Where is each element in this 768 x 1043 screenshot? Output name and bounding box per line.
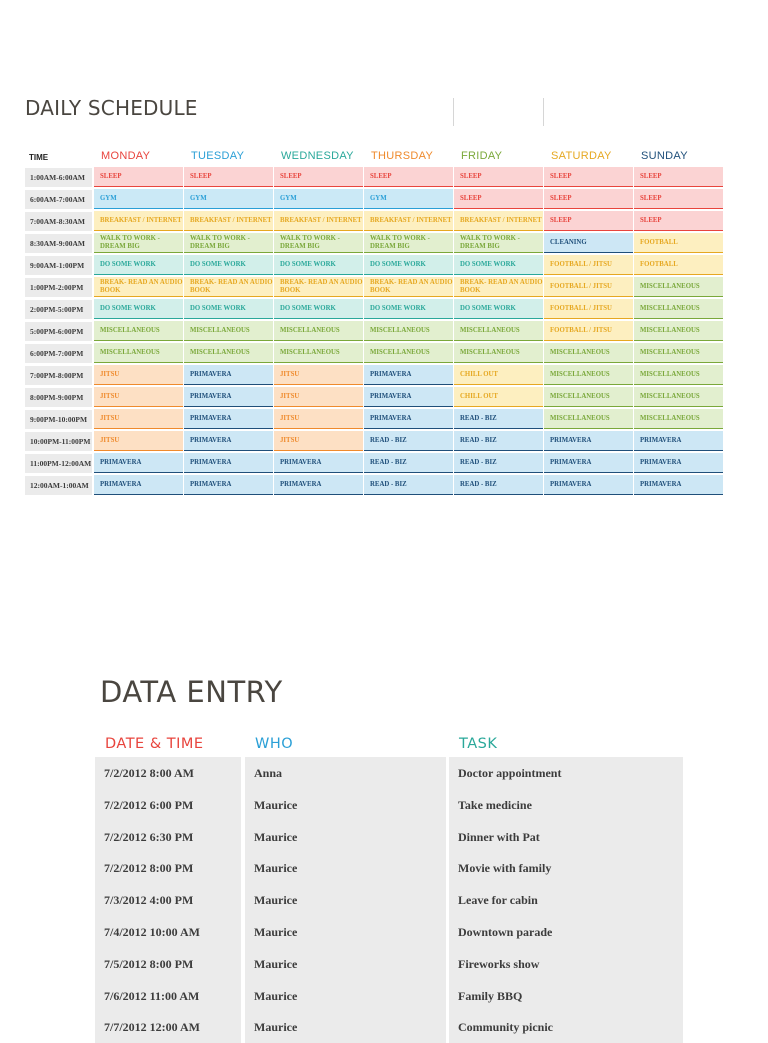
schedule-cell-label: JITSU xyxy=(100,436,120,444)
schedule-cell-label: SLEEP xyxy=(190,172,212,180)
schedule-cell[interactable] xyxy=(544,299,633,319)
schedule-cell-label: SLEEP xyxy=(550,172,572,180)
day-header: SATURDAY xyxy=(551,150,612,162)
schedule-cell[interactable] xyxy=(634,255,723,275)
schedule-cell[interactable] xyxy=(274,167,363,187)
schedule-cell-label: JITSU xyxy=(280,414,300,422)
schedule-cell[interactable] xyxy=(274,453,363,473)
schedule-cell-label: PRIMAVERA xyxy=(370,370,412,378)
time-slot: 8:30AM-9:00AM xyxy=(25,234,92,253)
schedule-cell-label: MISCELLANEOUS xyxy=(370,348,430,356)
schedule-cell[interactable] xyxy=(364,167,453,187)
data-entry-cell[interactable]: 7/2/2012 8:00 AM xyxy=(95,757,241,789)
schedule-cell[interactable] xyxy=(274,233,363,253)
data-entry-cell[interactable]: Dinner with Pat xyxy=(449,821,683,853)
schedule-cell-label: DO SOME WORK xyxy=(280,260,336,268)
data-entry-cell[interactable]: Fireworks show xyxy=(449,948,683,980)
schedule-cell[interactable] xyxy=(634,409,723,429)
schedule-cell[interactable] xyxy=(634,189,723,209)
schedule-cell[interactable] xyxy=(184,453,273,473)
schedule-cell[interactable] xyxy=(184,343,273,363)
day-header: WEDNESDAY xyxy=(281,150,354,162)
schedule-cell-label: SLEEP xyxy=(550,216,572,224)
day-header: TUESDAY xyxy=(191,150,245,162)
schedule-cell[interactable] xyxy=(364,409,453,429)
schedule-cell[interactable] xyxy=(94,475,183,495)
data-entry-cell[interactable]: 7/2/2012 8:00 PM xyxy=(95,852,241,884)
data-entry-title: DATA ENTRY xyxy=(100,675,283,709)
schedule-cell-label: BREAKFAST / INTERNET xyxy=(100,216,182,224)
schedule-cell-label: MISCELLANEOUS xyxy=(640,414,700,422)
schedule-cell[interactable] xyxy=(94,299,183,319)
schedule-cell[interactable] xyxy=(184,211,273,231)
schedule-cell[interactable] xyxy=(544,211,633,231)
schedule-cell-label: SLEEP xyxy=(640,194,662,202)
schedule-cell-label: PRIMAVERA xyxy=(370,414,412,422)
schedule-cell[interactable] xyxy=(184,409,273,429)
schedule-cell-label: SLEEP xyxy=(460,172,482,180)
schedule-cell[interactable] xyxy=(364,387,453,407)
schedule-cell[interactable] xyxy=(454,409,543,429)
schedule-cell-label: JITSU xyxy=(280,436,300,444)
schedule-cell-label: PRIMAVERA xyxy=(100,458,142,466)
schedule-cell[interactable] xyxy=(454,211,543,231)
time-slot: 7:00AM-8:30AM xyxy=(25,212,92,231)
schedule-cell-label: CHILL OUT xyxy=(460,370,498,378)
schedule-cell-label: MISCELLANEOUS xyxy=(550,370,610,378)
day-header: SUNDAY xyxy=(641,150,688,162)
schedule-cell[interactable] xyxy=(184,189,273,209)
time-slot: 7:00PM-8:00PM xyxy=(25,366,92,385)
schedule-cell[interactable] xyxy=(364,321,453,341)
schedule-cell[interactable] xyxy=(94,409,183,429)
schedule-cell[interactable] xyxy=(364,475,453,495)
schedule-cell-label: READ - BIZ xyxy=(460,480,497,488)
time-slot: 12:00AM-1:00AM xyxy=(25,476,92,495)
schedule-cell-label: READ - BIZ xyxy=(460,414,497,422)
schedule-cell[interactable] xyxy=(364,299,453,319)
schedule-cell-label: MISCELLANEOUS xyxy=(640,392,700,400)
schedule-cell-label: SLEEP xyxy=(640,216,662,224)
schedule-cell-label: BREAKFAST / INTERNET xyxy=(280,216,362,224)
data-entry-cell[interactable]: Family BBQ xyxy=(449,980,683,1012)
schedule-cell-label: READ - BIZ xyxy=(370,436,407,444)
schedule-cell[interactable] xyxy=(454,277,543,297)
schedule-cell[interactable] xyxy=(454,453,543,473)
schedule-cell[interactable] xyxy=(274,409,363,429)
schedule-cell[interactable] xyxy=(544,321,633,341)
schedule-cell[interactable] xyxy=(274,431,363,451)
schedule-cell[interactable] xyxy=(274,343,363,363)
schedule-cell-label: BREAKFAST / INTERNET xyxy=(460,216,542,224)
schedule-cell[interactable] xyxy=(634,299,723,319)
schedule-cell-label: JITSU xyxy=(100,392,120,400)
time-slot: 11:00PM-12:00AM xyxy=(25,454,92,473)
schedule-cell[interactable] xyxy=(184,255,273,275)
schedule-cell-label: MISCELLANEOUS xyxy=(190,348,250,356)
schedule-cell[interactable] xyxy=(274,321,363,341)
schedule-cell[interactable] xyxy=(274,475,363,495)
schedule-cell[interactable] xyxy=(634,343,723,363)
schedule-cell[interactable] xyxy=(454,321,543,341)
data-entry-cell[interactable]: 7/5/2012 8:00 PM xyxy=(95,948,241,980)
schedule-cell-label: DO SOME WORK xyxy=(460,304,516,312)
schedule-cell[interactable] xyxy=(274,365,363,385)
schedule-cell-label: DO SOME WORK xyxy=(100,260,156,268)
schedule-cell-label: PRIMAVERA xyxy=(190,480,232,488)
schedule-cell[interactable] xyxy=(184,475,273,495)
schedule-cell[interactable] xyxy=(94,189,183,209)
data-entry-cell[interactable]: Doctor appointment xyxy=(449,757,683,789)
schedule-cell-label: SLEEP xyxy=(100,172,122,180)
schedule-cell-label: JITSU xyxy=(100,414,120,422)
schedule-cell-label: GYM xyxy=(190,194,207,202)
schedule-cell[interactable] xyxy=(634,431,723,451)
schedule-cell-label: PRIMAVERA xyxy=(640,458,682,466)
schedule-cell-label: FOOTBALL xyxy=(640,238,678,246)
schedule-cell-label: WALK TO WORK - DREAM BIG xyxy=(100,234,160,250)
schedule-cell[interactable] xyxy=(454,255,543,275)
schedule-cell[interactable] xyxy=(184,233,273,253)
schedule-cell[interactable] xyxy=(94,233,183,253)
schedule-cell[interactable] xyxy=(634,277,723,297)
schedule-cell-label: WALK TO WORK - DREAM BIG xyxy=(460,234,520,250)
data-entry-cell[interactable]: 7/4/2012 10:00 AM xyxy=(95,916,241,948)
schedule-cell-label: SLEEP xyxy=(280,172,302,180)
data-entry-header: WHO xyxy=(255,736,294,752)
schedule-cell-label: MISCELLANEOUS xyxy=(640,304,700,312)
schedule-cell[interactable] xyxy=(544,431,633,451)
schedule-cell[interactable] xyxy=(364,189,453,209)
schedule-cell-label: BREAKFAST / INTERNET xyxy=(370,216,452,224)
schedule-cell-label: BREAK- READ AN AUDIO BOOK xyxy=(280,278,363,294)
schedule-cell-label: WALK TO WORK - DREAM BIG xyxy=(370,234,430,250)
schedule-cell-label: PRIMAVERA xyxy=(280,458,322,466)
time-slot: 2:00PM-5:00PM xyxy=(25,300,92,319)
schedule-cell-label: PRIMAVERA xyxy=(640,480,682,488)
schedule-cell[interactable] xyxy=(544,475,633,495)
schedule-cell-label: MISCELLANEOUS xyxy=(280,326,340,334)
title-divider xyxy=(453,98,454,126)
schedule-cell-label: JITSU xyxy=(280,370,300,378)
schedule-cell[interactable] xyxy=(364,211,453,231)
schedule-cell-label: MISCELLANEOUS xyxy=(280,348,340,356)
schedule-cell[interactable] xyxy=(544,277,633,297)
time-header: TIME xyxy=(29,153,49,162)
data-entry-cell[interactable]: 7/6/2012 11:00 AM xyxy=(95,980,241,1012)
schedule-cell[interactable] xyxy=(184,321,273,341)
schedule-cell-label: READ - BIZ xyxy=(370,480,407,488)
data-entry-header: DATE & TIME xyxy=(105,736,204,752)
schedule-cell-label: READ - BIZ xyxy=(460,458,497,466)
schedule-cell[interactable] xyxy=(454,431,543,451)
data-entry-cell[interactable]: Leave for cabin xyxy=(449,884,683,916)
data-entry-cell[interactable]: Downtown parade xyxy=(449,916,683,948)
data-entry-cell[interactable]: Community picnic xyxy=(449,1011,683,1043)
schedule-title: DAILY SCHEDULE xyxy=(25,96,198,120)
schedule-cell-label: BREAK- READ AN AUDIO BOOK xyxy=(460,278,543,294)
schedule-cell[interactable] xyxy=(364,365,453,385)
time-slot: 9:00PM-10:00PM xyxy=(25,410,92,429)
time-slot: 9:00AM-1:00PM xyxy=(25,256,92,275)
schedule-cell[interactable] xyxy=(544,255,633,275)
schedule-cell-label: DO SOME WORK xyxy=(190,260,246,268)
time-slot: 8:00PM-9:00PM xyxy=(25,388,92,407)
schedule-cell[interactable] xyxy=(274,277,363,297)
schedule-cell-label: FOOTBALL / JITSU xyxy=(550,304,612,312)
data-entry-cell[interactable]: Maurice xyxy=(245,884,446,916)
time-slot: 6:00AM-7:00AM xyxy=(25,190,92,209)
schedule-cell[interactable] xyxy=(544,233,633,253)
schedule-cell[interactable] xyxy=(94,343,183,363)
schedule-cell-label: DO SOME WORK xyxy=(460,260,516,268)
schedule-cell[interactable] xyxy=(184,365,273,385)
schedule-cell[interactable] xyxy=(184,387,273,407)
schedule-cell-label: DO SOME WORK xyxy=(280,304,336,312)
schedule-cell-label: WALK TO WORK - DREAM BIG xyxy=(280,234,340,250)
schedule-cell[interactable] xyxy=(454,189,543,209)
schedule-cell[interactable] xyxy=(94,255,183,275)
schedule-cell[interactable] xyxy=(454,167,543,187)
schedule-cell[interactable] xyxy=(274,189,363,209)
schedule-cell-label: GYM xyxy=(100,194,117,202)
schedule-cell-label: MISCELLANEOUS xyxy=(370,326,430,334)
title-divider xyxy=(543,98,544,126)
schedule-cell[interactable] xyxy=(634,233,723,253)
data-entry-cell[interactable]: Maurice xyxy=(245,980,446,1012)
schedule-cell[interactable] xyxy=(364,343,453,363)
schedule-cell-label: PRIMAVERA xyxy=(190,458,232,466)
schedule-cell-label: MISCELLANEOUS xyxy=(550,392,610,400)
day-header: MONDAY xyxy=(101,150,151,162)
schedule-cell-label: PRIMAVERA xyxy=(190,392,232,400)
schedule-cell-label: PRIMAVERA xyxy=(280,480,322,488)
schedule-cell[interactable] xyxy=(634,387,723,407)
schedule-cell-label: MISCELLANEOUS xyxy=(550,348,610,356)
schedule-cell[interactable] xyxy=(454,299,543,319)
schedule-cell[interactable] xyxy=(454,387,543,407)
schedule-cell-label: DO SOME WORK xyxy=(370,260,426,268)
schedule-cell[interactable] xyxy=(94,167,183,187)
schedule-cell[interactable] xyxy=(634,475,723,495)
day-header: THURSDAY xyxy=(371,150,434,162)
schedule-cell[interactable] xyxy=(634,211,723,231)
schedule-cell-label: PRIMAVERA xyxy=(370,392,412,400)
time-slot: 1:00PM-2:00PM xyxy=(25,278,92,297)
schedule-cell[interactable] xyxy=(364,431,453,451)
schedule-cell[interactable] xyxy=(94,453,183,473)
time-slot: 6:00PM-7:00PM xyxy=(25,344,92,363)
data-entry-header: TASK xyxy=(459,736,498,752)
schedule-cell-label: CLEANING xyxy=(550,238,587,246)
schedule-cell-label: FOOTBALL / JITSU xyxy=(550,326,612,334)
schedule-cell-label: PRIMAVERA xyxy=(550,458,592,466)
schedule-cell-label: MISCELLANEOUS xyxy=(460,348,520,356)
schedule-cell[interactable] xyxy=(544,365,633,385)
schedule-cell-label: GYM xyxy=(280,194,297,202)
schedule-cell[interactable] xyxy=(454,343,543,363)
schedule-cell-label: MISCELLANEOUS xyxy=(190,326,250,334)
schedule-cell[interactable] xyxy=(184,167,273,187)
schedule-cell-label: BREAK- READ AN AUDIO BOOK xyxy=(190,278,273,294)
schedule-cell-label: FOOTBALL / JITSU xyxy=(550,260,612,268)
schedule-cell[interactable] xyxy=(94,387,183,407)
time-slot: 5:00PM-6:00PM xyxy=(25,322,92,341)
schedule-cell[interactable] xyxy=(364,453,453,473)
data-entry-cell[interactable]: Maurice xyxy=(245,789,446,821)
data-entry-cell[interactable]: Maurice xyxy=(245,821,446,853)
schedule-cell-label: SLEEP xyxy=(460,194,482,202)
schedule-cell-label: MISCELLANEOUS xyxy=(640,348,700,356)
schedule-cell-label: READ - BIZ xyxy=(460,436,497,444)
data-entry-cell[interactable]: 7/2/2012 6:00 PM xyxy=(95,789,241,821)
schedule-cell[interactable] xyxy=(454,233,543,253)
schedule-cell-label: MISCELLANEOUS xyxy=(460,326,520,334)
schedule-cell[interactable] xyxy=(544,167,633,187)
schedule-cell[interactable] xyxy=(454,365,543,385)
schedule-cell-label: MISCELLANEOUS xyxy=(640,370,700,378)
schedule-cell-label: MISCELLANEOUS xyxy=(550,414,610,422)
schedule-cell[interactable] xyxy=(94,365,183,385)
schedule-cell-label: READ - BIZ xyxy=(370,458,407,466)
schedule-cell[interactable] xyxy=(94,321,183,341)
data-entry-cell[interactable]: Take medicine xyxy=(449,789,683,821)
schedule-cell[interactable] xyxy=(634,321,723,341)
schedule-cell[interactable] xyxy=(544,343,633,363)
schedule-cell-label: MISCELLANEOUS xyxy=(100,348,160,356)
data-entry-cell[interactable]: Maurice xyxy=(245,1011,446,1043)
schedule-cell-label: BREAKFAST / INTERNET xyxy=(190,216,272,224)
schedule-cell-label: BREAK- READ AN AUDIO BOOK xyxy=(100,278,183,294)
schedule-cell[interactable] xyxy=(544,387,633,407)
schedule-cell-label: WALK TO WORK - DREAM BIG xyxy=(190,234,250,250)
schedule-cell-label: FOOTBALL / JITSU xyxy=(550,282,612,290)
schedule-cell[interactable] xyxy=(544,409,633,429)
schedule-cell[interactable] xyxy=(274,387,363,407)
schedule-cell-label: SLEEP xyxy=(370,172,392,180)
schedule-cell[interactable] xyxy=(274,299,363,319)
schedule-cell[interactable] xyxy=(184,431,273,451)
schedule-cell[interactable] xyxy=(184,277,273,297)
schedule-cell[interactable] xyxy=(634,453,723,473)
schedule-cell[interactable] xyxy=(454,475,543,495)
schedule-cell[interactable] xyxy=(634,365,723,385)
schedule-cell-label: SLEEP xyxy=(550,194,572,202)
schedule-cell[interactable] xyxy=(274,211,363,231)
time-slot: 1:00AM-6:00AM xyxy=(25,168,92,187)
data-entry-cell[interactable]: 7/3/2012 4:00 PM xyxy=(95,884,241,916)
data-entry-cell[interactable]: Movie with family xyxy=(449,852,683,884)
time-slot: 10:00PM-11:00PM xyxy=(25,432,92,451)
data-entry-cell[interactable]: Maurice xyxy=(245,852,446,884)
schedule-cell[interactable] xyxy=(94,211,183,231)
schedule-cell[interactable] xyxy=(364,277,453,297)
schedule-cell-label: PRIMAVERA xyxy=(100,480,142,488)
schedule-cell-label: CHILL OUT xyxy=(460,392,498,400)
schedule-cell-label: MISCELLANEOUS xyxy=(100,326,160,334)
schedule-cell[interactable] xyxy=(364,233,453,253)
schedule-cell[interactable] xyxy=(544,453,633,473)
schedule-cell-label: JITSU xyxy=(100,370,120,378)
schedule-cell-label: PRIMAVERA xyxy=(190,436,232,444)
day-header: FRIDAY xyxy=(461,150,503,162)
data-entry-cell[interactable]: Maurice xyxy=(245,916,446,948)
data-entry-cell[interactable]: 7/2/2012 6:30 PM xyxy=(95,821,241,853)
schedule-cell-label: JITSU xyxy=(280,392,300,400)
schedule-cell-label: SLEEP xyxy=(640,172,662,180)
schedule-cell[interactable] xyxy=(94,277,183,297)
schedule-cell-label: BREAK- READ AN AUDIO BOOK xyxy=(370,278,453,294)
schedule-cell-label: DO SOME WORK xyxy=(370,304,426,312)
schedule-cell-label: MISCELLANEOUS xyxy=(640,282,700,290)
schedule-cell-label: DO SOME WORK xyxy=(190,304,246,312)
schedule-cell[interactable] xyxy=(94,431,183,451)
schedule-cell-label: DO SOME WORK xyxy=(100,304,156,312)
schedule-cell-label: PRIMAVERA xyxy=(190,414,232,422)
data-entry-cell[interactable]: 7/7/2012 12:00 AM xyxy=(95,1011,241,1043)
schedule-cell-label: MISCELLANEOUS xyxy=(640,326,700,334)
schedule-cell-label: GYM xyxy=(370,194,387,202)
schedule-cell[interactable] xyxy=(634,167,723,187)
schedule-cell[interactable] xyxy=(274,255,363,275)
schedule-cell[interactable] xyxy=(364,255,453,275)
schedule-cell-label: FOOTBALL xyxy=(640,260,678,268)
schedule-cell-label: PRIMAVERA xyxy=(550,480,592,488)
schedule-cell[interactable] xyxy=(184,299,273,319)
schedule-cell-label: PRIMAVERA xyxy=(640,436,682,444)
data-entry-cell[interactable]: Anna xyxy=(245,757,446,789)
schedule-cell[interactable] xyxy=(544,189,633,209)
schedule-cell-label: PRIMAVERA xyxy=(190,370,232,378)
schedule-cell-label: PRIMAVERA xyxy=(550,436,592,444)
data-entry-cell[interactable]: Maurice xyxy=(245,948,446,980)
